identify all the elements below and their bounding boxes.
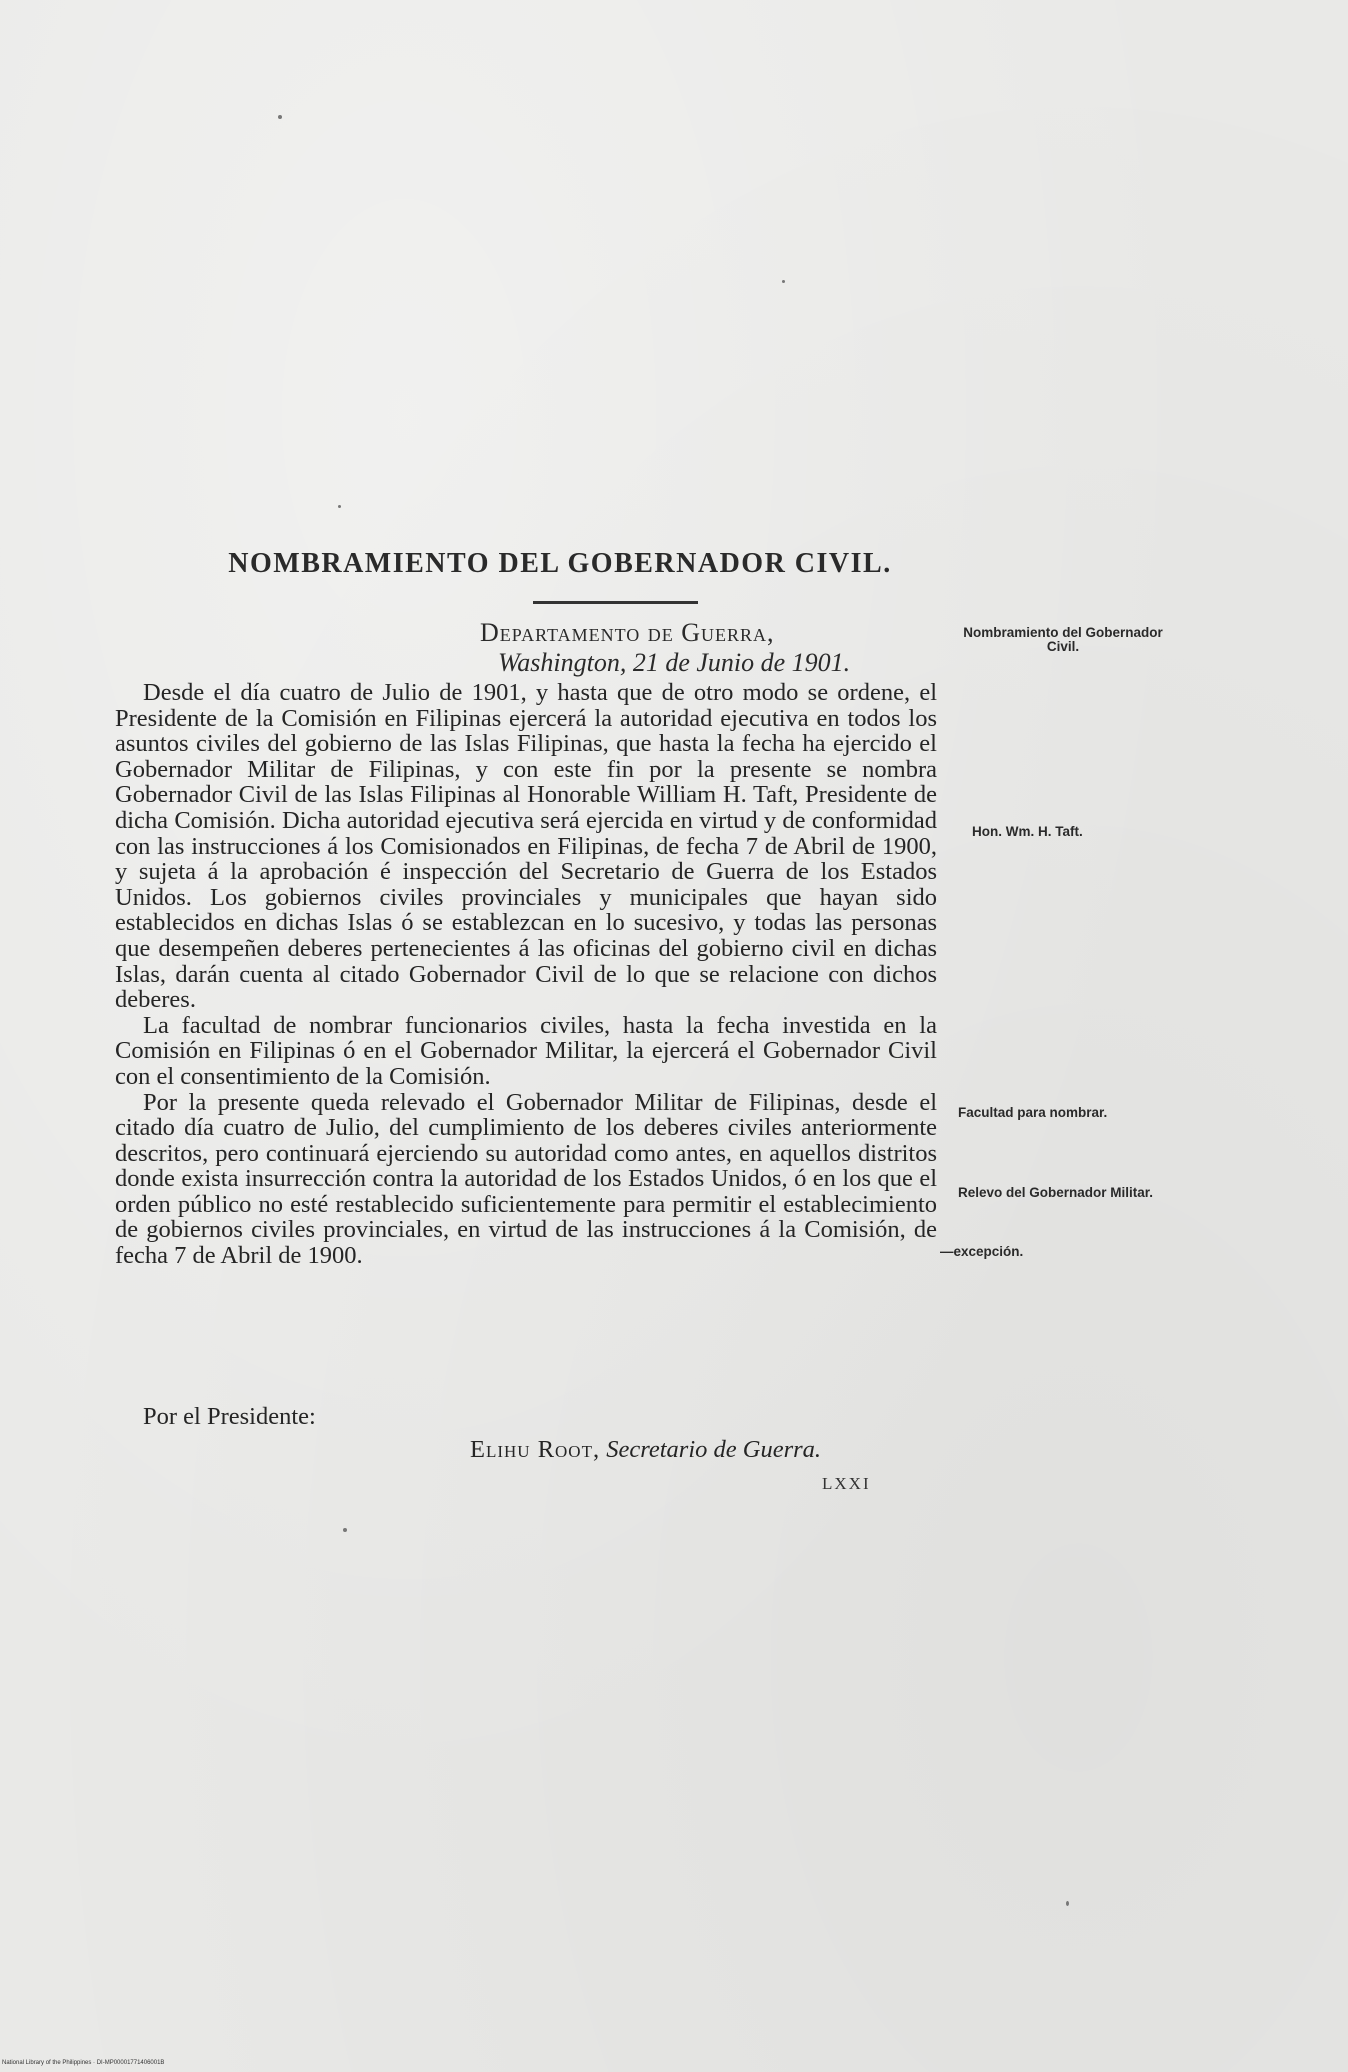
document-body bbox=[115, 680, 937, 1269]
paper-speck bbox=[338, 505, 341, 508]
margin-note-facultad: Facultad para nombrar. bbox=[958, 1105, 1108, 1120]
title-rule bbox=[533, 601, 698, 604]
body-paragraph: Por la presente queda relevado el Gobernador Militar de Filipinas, desde el citado día cuatro de Julio, del cumplimiento de los deberes civiles anteriormente descritos, pero continuará ejerciendo su autoridad como antes, en aquellos distritos donde exista insurrección contra la autoridad de los Estados Unidos, ó en los que el orden público no esté restablecido suficientemente para permitir el establecimiento de gobiernos civiles provinciales, en virtud de las instrucciones á la Comisión, de fecha 7 de Abril de 1900. bbox=[115, 1088, 937, 1270]
signatory-name: Elihu Root, bbox=[470, 1436, 601, 1463]
paper-speck bbox=[1066, 1901, 1069, 1906]
margin-note-excepcion: —excepción. bbox=[940, 1244, 1024, 1259]
body-paragraph: La facultad de nombrar funcionarios civiles, hasta la fecha investida en la Comisión en Filipinas ó en el Gobernador Militar, la ejercerá el Gobernador Civil con el consentimiento de la Comisión. bbox=[115, 1011, 937, 1090]
library-footer: National Library of the Philippines · DI-MP00001771406001B bbox=[2, 2060, 165, 2066]
margin-note-taft: Hon. Wm. H. Taft. bbox=[972, 824, 1083, 839]
body-paragraph: Desde el día cuatro de Julio de 1901, y hasta que de otro modo se ordene, el Presidente de la Comisión en Filipinas ejercerá la autoridad ejecutiva en todos los asuntos civiles del gobierno de las Islas Filipinas, que hasta la fecha ha ejercido el Gobernador Militar de Filipinas, y con este fin por la presente se nombra Gobernador Civil de las Islas Filipinas al Honorable William H. Taft, Presidente de dicha Comisión. Dicha autoridad ejecutiva será ejercida en virtud y de conformidad con las instrucciones á los Comisionados en Filipinas, de fecha 7 de Abril de 1900, y sujeta á la aprobación é inspección del Secretario de Guerra de los Estados Unidos. Los gobiernos civiles provinciales y municipales que hayan sido establecidos en dichas Islas ó se establezcan en lo sucesivo, y todas las personas que desempeñen deberes pertenecientes á las oficinas del gobierno civil en dichas Islas, darán cuenta al citado Gobernador Civil de lo que se relacione con dichos deberes. bbox=[115, 679, 937, 1014]
margin-note-nombramiento: Nombramiento del Gobernador Civil. bbox=[963, 625, 1163, 654]
paper-speck bbox=[782, 280, 785, 283]
paper-speck bbox=[343, 1528, 347, 1532]
signatory-role: Secretario de Guerra. bbox=[606, 1436, 822, 1463]
signature-block bbox=[470, 1436, 821, 1464]
place-date-line: Washington, 21 de Junio de 1901. bbox=[498, 648, 851, 677]
document-title: NOMBRAMIENTO DEL GOBERNADOR CIVIL. bbox=[228, 548, 892, 579]
closing-line: Por el Presidente: bbox=[143, 1403, 316, 1430]
department-heading: Departamento de Guerra, bbox=[480, 618, 775, 647]
page-number: LXXI bbox=[822, 1474, 871, 1493]
paper-speck bbox=[278, 115, 282, 119]
margin-note-relevo: Relevo del Gobernador Militar. bbox=[958, 1185, 1154, 1200]
